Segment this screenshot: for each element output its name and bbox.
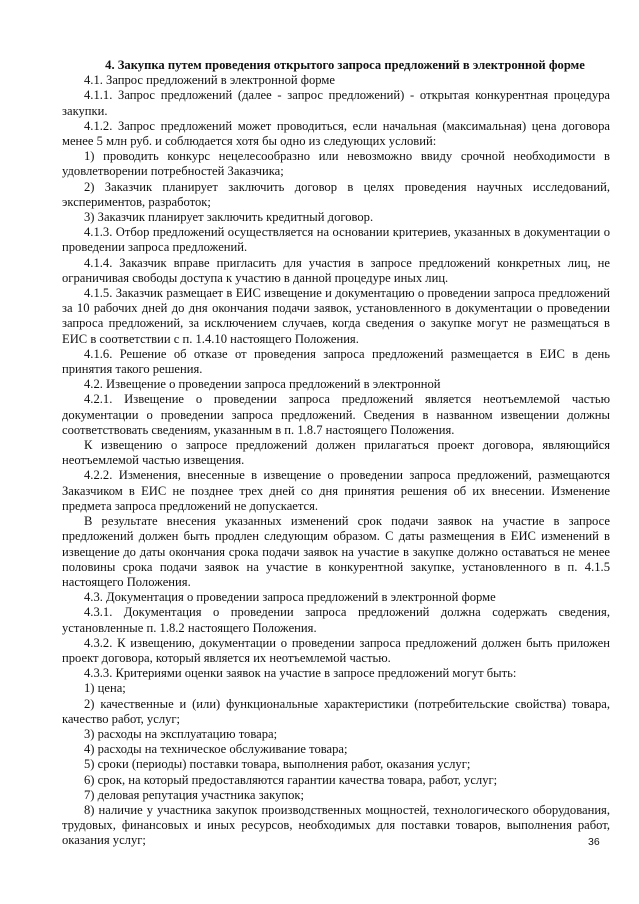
paragraph: 4.1.2. Запрос предложений может проводиться, если начальная (максимальная) цена договора менее 5 млн руб. и соблюдается хотя бы одно из следующих условий: <box>62 118 610 149</box>
paragraph: 3) Заказчик планирует заключить кредитный договор. <box>84 210 374 225</box>
document-page <box>62 58 610 849</box>
list-item: 6) срок, на который предоставляются гарантии качества товара, работ, услуг; <box>84 772 498 787</box>
list-item: 5) сроки (периоды) поставки товара, выполнения работ, оказания услуг; <box>84 757 471 772</box>
section-heading: 4. Закупка путем проведения открытого запроса предложений в электронной форме <box>105 58 585 72</box>
list-item: 3) расходы на эксплуатацию товара; <box>84 726 278 741</box>
page-number: 36 <box>588 836 600 848</box>
list-item: 2) качественные и (или) функциональные характеристики (потребительские свойства) товара, качество работ, услуг; <box>62 696 610 726</box>
paragraph: 4.1.1. Запрос предложений (далее - запрос предложений) - открытая конкурентная процедура закупки. <box>62 88 610 118</box>
paragraph: 1) проводить конкурс нецелесообразно или невозможно ввиду срочной необходимости в удовлетворении потребностей Заказчика; <box>62 149 610 179</box>
paragraph: 4.2.2. Изменения, внесенные в извещение о проведении запроса предложений, размещаются Заказчиком в ЕИС не позднее трех дней со дня принятия решения об их внесении. Изменение предмета запроса предложений не допускается. <box>62 468 610 513</box>
paragraph: 4.3. Документация о проведении запроса предложений в электронной форме <box>84 590 496 605</box>
paragraph: 4.1. Запрос предложений в электронной форме <box>84 73 335 88</box>
paragraph: 4.3.1. Документация о проведении запроса предложений должна содержать сведения, установленные п. 1.8.2 настоящего Положения. <box>62 605 610 635</box>
list-item: 7) деловая репутация участника закупок; <box>84 787 305 802</box>
paragraph: 4.1.4. Заказчик вправе пригласить для участия в запросе предложений конкретных лиц, не ограничивая свободы доступа к участию в данной процедуре иных лиц. <box>62 255 610 285</box>
list-item: 8) наличие у участника закупок производственных мощностей, технологического оборудования, трудовых, финансовых и иных ресурсов, необходимых для поставки товаров, выполнения работ, оказания услуг; <box>62 802 610 848</box>
paragraph: 4.2. Извещение о проведении запроса предложений в электронной <box>84 377 441 392</box>
paragraph: 4.1.5. Заказчик размещает в ЕИС извещение и документацию о проведении запроса предложений за 10 рабочих дней до дня окончания подачи заявок, установленного в документации о проведении запроса предложений, за исключением случаев, когда сведения о закупке могут не размещаться в ЕИС в соответствии с п. 1.4.10 настоящего Положения. <box>62 286 610 346</box>
paragraph: 2) Заказчик планирует заключить договор в целях проведения научных исследований, экспериментов, разработок; <box>62 179 610 209</box>
list-item: 1) цена; <box>84 681 126 696</box>
list-item: 4) расходы на техническое обслуживание товара; <box>84 742 348 757</box>
paragraph: К извещению о запросе предложений должен прилагаться проект договора, являющийся неотъемлемой частью извещения. <box>62 438 610 468</box>
paragraph: В результате внесения указанных изменений срок подачи заявок на участие в запросе предложений должен быть продлен следующим образом. С даты размещения в ЕИС изменений в извещение до даты окончания срока подачи заявок на участие в закупке должно оставаться не менее половины срока подачи заявок на участие в конкурентной закупке, установленного в п. 4.1.5 настоящего Положения. <box>62 514 610 589</box>
paragraph: 4.3.3. Критериями оценки заявок на участие в запросе предложений могут быть: <box>84 666 517 681</box>
paragraph: 4.3.2. К извещению, документации о проведении запроса предложений должен быть приложен проект договора, который является их неотъемлемой частью. <box>62 635 610 665</box>
paragraph: 4.2.1. Извещение о проведении запроса предложений является неотъемлемой частью документации о проведении запроса предложений. Сведения в названном извещении должны соответствовать сведениям, указанным в п. 1.8.7 настоящего Положения. <box>62 392 610 437</box>
paragraph: 4.1.6. Решение об отказе от проведения запроса предложений размещается в ЕИС в день принятия такого решения. <box>62 346 610 377</box>
paragraph: 4.1.3. Отбор предложений осуществляется на основании критериев, указанных в документации о проведении запроса предложений. <box>62 225 610 255</box>
